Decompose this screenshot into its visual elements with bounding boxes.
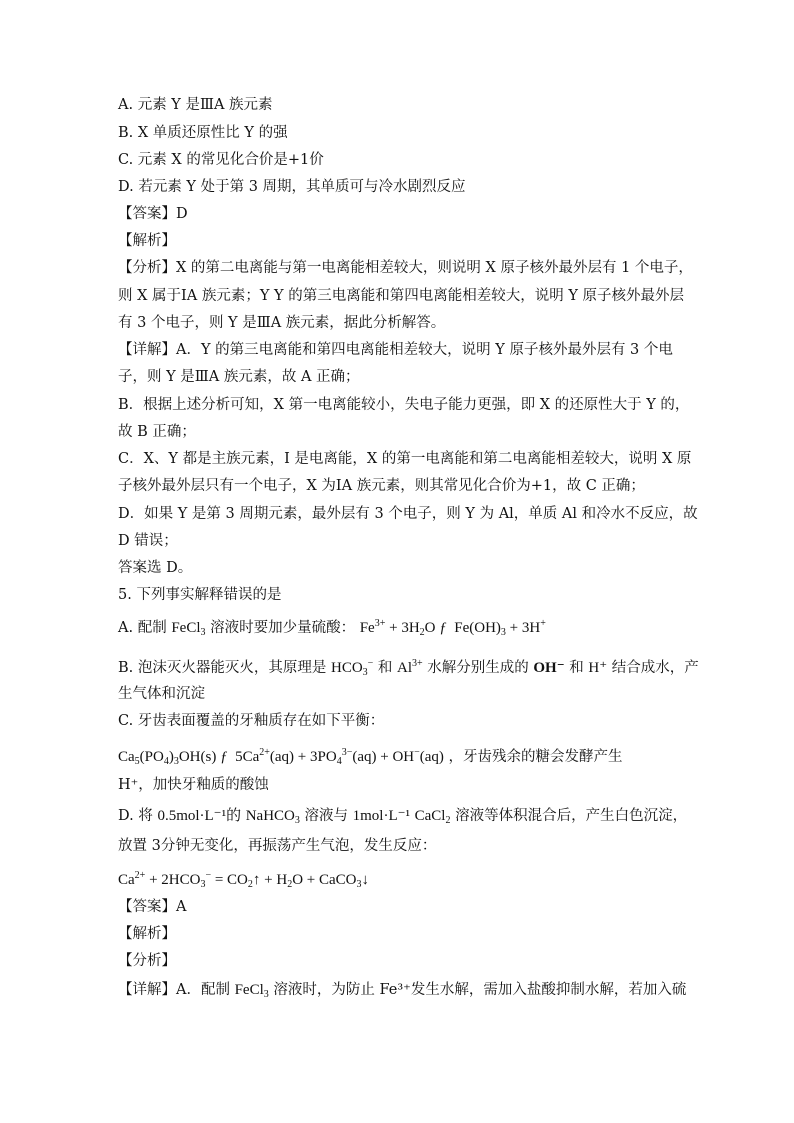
q5-option-d	[118, 806, 687, 831]
oh-ion: OH⁻	[533, 660, 565, 676]
q5-option-d-line2: 放置 3分钟无变化，再振荡产生气泡，发生反应：	[118, 838, 437, 854]
question-5-stem: 5. 下列事实解释错误的是	[118, 587, 282, 603]
option-b: B. X 单质还原性比 Y 的强	[118, 125, 288, 141]
detail-line-2: 子，则 Y 是ⅢA 族元素，故 A 正确；	[118, 369, 360, 385]
analysis-label: 【解析】	[118, 233, 176, 249]
fenxi-line-3: 有 3 个电子，则 Y 是ⅢA 族元素，据此分析解答。	[118, 315, 446, 331]
q5-a-prefix: A. 配制	[118, 620, 167, 636]
q5-detail-line	[118, 980, 686, 1005]
q5-b-and: 和	[377, 660, 393, 676]
hco3-formula: $HCO_3^-$	[330, 658, 374, 678]
hydrolysis-equation: $Fe^{3+} + 3H_2O$ ƒ $Fe(OH)_3 + 3H^+$	[359, 618, 546, 638]
q5-option-a	[118, 614, 546, 643]
q5-detail-prefix: 【详解】A．配制	[118, 982, 230, 998]
detail-line-1: 【详解】A．Y 的第三电离能和第四电离能相差较大，说明 Y 原子核外最外层有 3 个电	[118, 342, 673, 358]
q5-option-b-line2: 生气体和沉淀	[118, 686, 205, 702]
q5-c-tail: ，牙齿残余的糖会发酵产生	[448, 749, 623, 765]
h-ion: H⁺	[588, 660, 608, 676]
detail-line-5: C．X、Y 都是主族元素，I 是电离能，X 的第一电离能和第二电离能相差较大，说明 X 原	[118, 451, 692, 467]
conc-2: 1mol·L⁻¹	[352, 808, 411, 824]
q5-b-prefix: B. 泡沫灭火器能灭火，其原理是	[118, 660, 327, 676]
al3-formula: $Al^{3+}$	[397, 658, 423, 676]
detail-line-8: D 错误；	[118, 533, 178, 549]
detail-line-4: 故 B 正确；	[118, 424, 196, 440]
q5-option-c-line2	[118, 743, 623, 772]
conc-1: 0.5mol·L⁻¹的	[157, 808, 242, 824]
option-a: A. 元素 Y 是ⅢA 族元素	[118, 97, 273, 113]
enamel-equation: $Ca_5(PO_4)_3OH(s)$ ƒ $5Ca^{2+}(aq) + 3PO_4^{3-}(aq) + OH^-(aq)$	[118, 747, 444, 767]
q5-d-mid: 溶液与	[304, 808, 348, 824]
q5-a-mid: 溶液时要加少量硫酸：	[210, 620, 356, 636]
cacl2-formula: CaCl$_2$	[414, 808, 451, 826]
detail-line-6: 子核外最外层只有一个电子，X 为ⅠA 族元素，则其常见化合价为+1，故 C 正确；	[118, 478, 645, 494]
q5-b-and2: 和	[569, 660, 584, 676]
q5-d-prefix: D. 将	[118, 808, 153, 824]
fecl3-formula: FeCl$_3$	[171, 620, 206, 638]
precipitation-equation: $Ca^{2+} + 2HCO_3^-$ = $CO_2↑ + H_2O$ + CaCO$_3$↓	[118, 870, 369, 890]
answer-label: 【答案】D	[118, 206, 188, 222]
detail-line-3: B．根据上述分析可知，X 第一电离能较小，失电子能力更强，即 X 的还原性大于 Y 的，	[118, 397, 690, 413]
q5-option-b	[118, 654, 699, 683]
fenxi-line-1: 【分析】X 的第二电离能与第一电离能相差较大，则说明 X 原子核外最外层有 1 个电子，	[118, 260, 693, 276]
q5-option-c-line3: H⁺，加快牙釉质的酸蚀	[118, 777, 269, 793]
q5-detail-tail: 溶液时，为防止 Fe³⁺发生水解，需加入盐酸抑制水解，若加入硫	[273, 982, 687, 998]
q5-analysis-label: 【解析】	[118, 926, 176, 942]
fenxi-line-2: 则 X 属于ⅠA 族元素；Y Y 的第三电离能和第四电离能相差较大，说明 Y 原子核外最外层	[118, 288, 684, 304]
option-c: C. 元素 X 的常见化合价是+1价	[118, 152, 324, 168]
fecl3-formula-2: FeCl$_3$	[234, 982, 269, 1000]
q5-b-tail: 结合成水，产	[611, 660, 699, 676]
detail-line-7: D．如果 Y 是第 3 周期元素，最外层有 3 个电子，则 Y 为 Al，单质 Al 和冷水不反应，故	[118, 506, 698, 522]
q5-b-mid: 水解分别生成的	[427, 660, 529, 676]
nahco3-formula: NaHCO$_3$	[245, 808, 300, 826]
q5-answer: 【答案】A	[118, 899, 187, 915]
conclusion: 答案选 D。	[118, 560, 193, 576]
q5-fenxi-label: 【分析】	[118, 953, 176, 969]
option-d: D. 若元素 Y 处于第 3 周期，其单质可与冷水剧烈反应	[118, 179, 466, 195]
q5-d-tail: 溶液等体积混合后，产生白色沉淀，	[455, 808, 688, 824]
q5-option-c: C. 牙齿表面覆盖的牙釉质存在如下平衡：	[118, 713, 385, 729]
